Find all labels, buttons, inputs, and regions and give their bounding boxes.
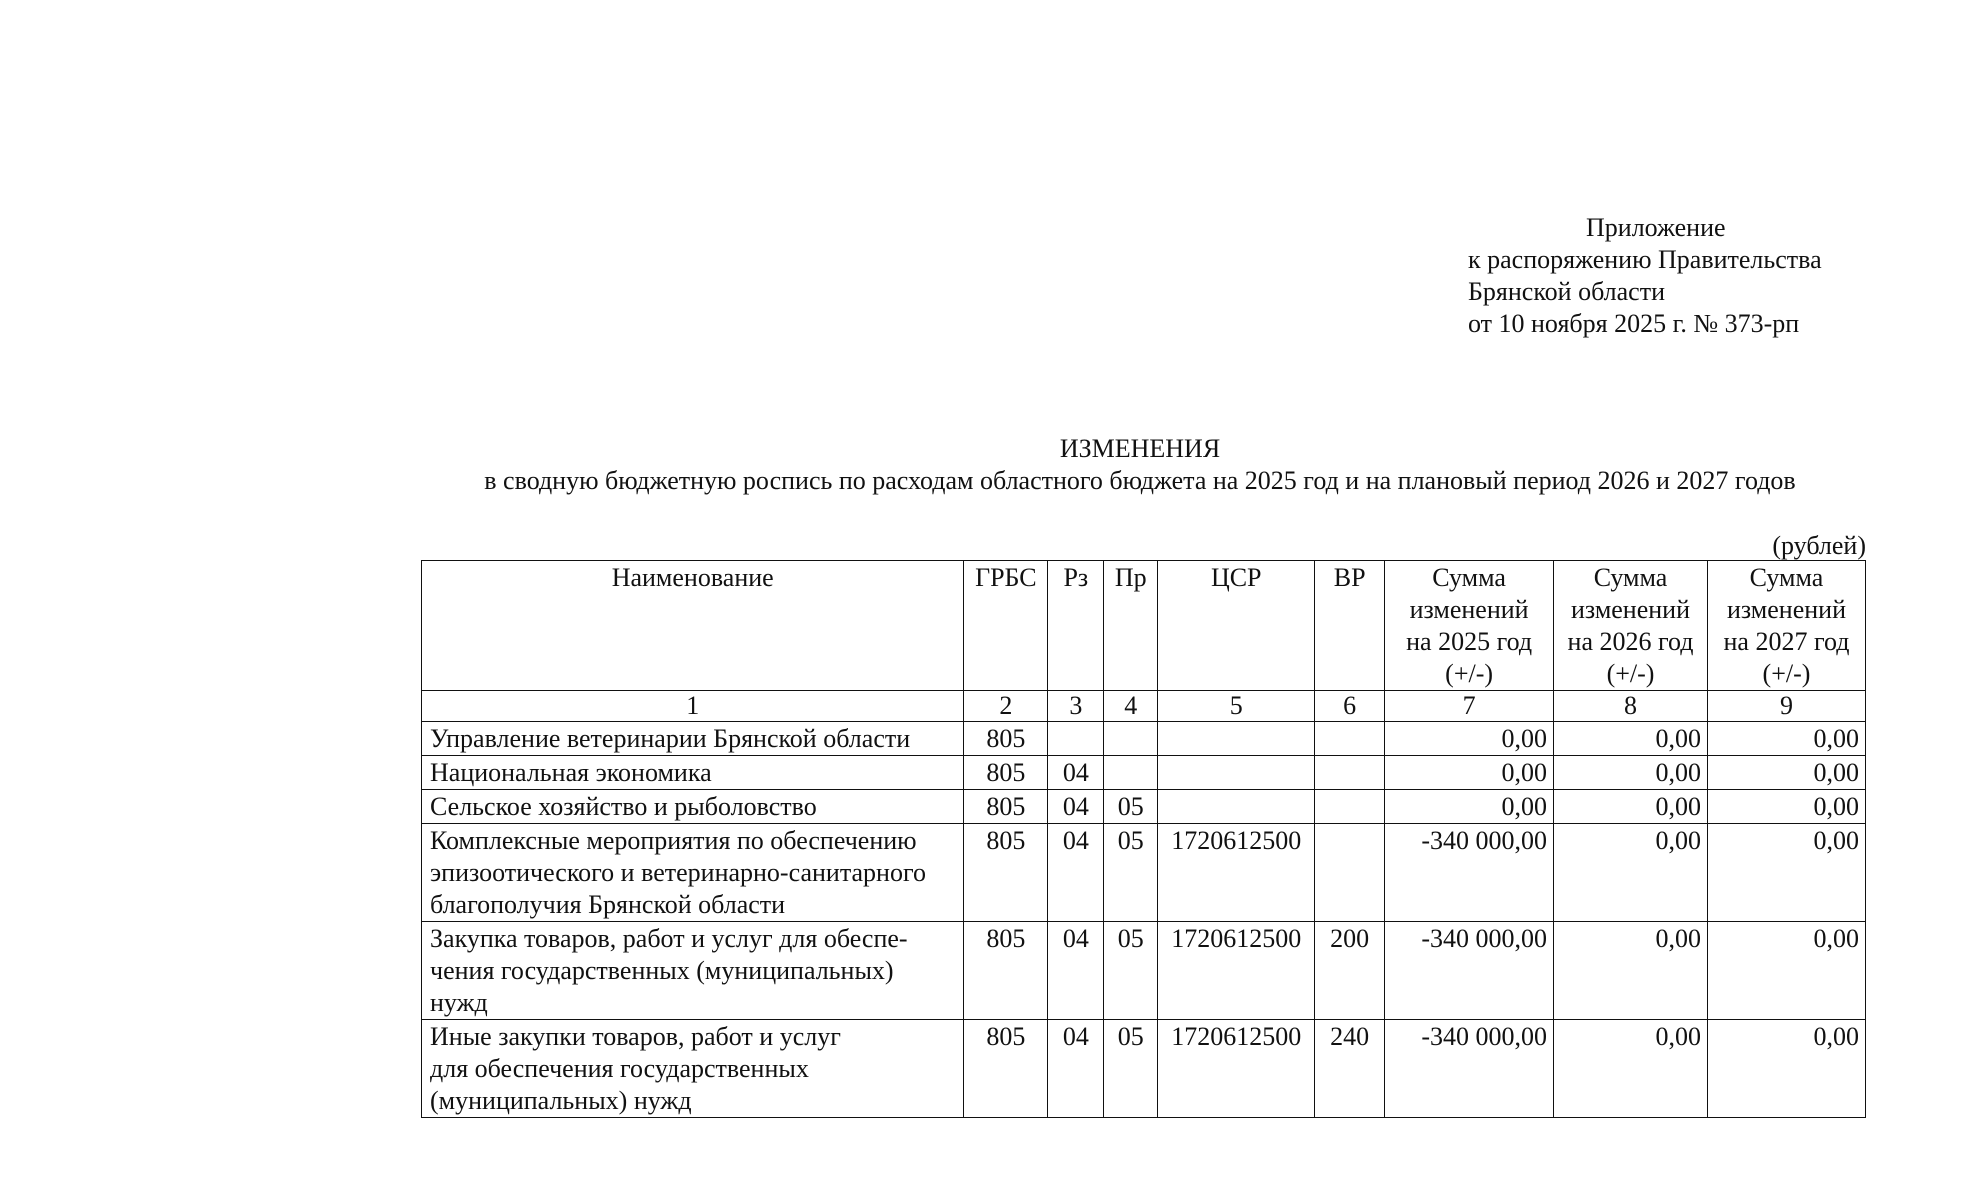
cell-vr: 200 — [1315, 922, 1385, 1020]
header-sum-2026 — [1554, 561, 1708, 691]
column-number: 7 — [1385, 691, 1554, 722]
cell-sum-2027: 0,00 — [1707, 722, 1865, 756]
column-number: 6 — [1315, 691, 1385, 722]
column-number: 3 — [1048, 691, 1104, 722]
cell-name-line: Управление ветеринарии Брянской области — [430, 724, 911, 753]
cell-sum-2027: 0,00 — [1707, 922, 1865, 1020]
column-number: 5 — [1158, 691, 1315, 722]
header-pr: Пр — [1104, 561, 1158, 691]
header-sum-2026-line: изменений — [1571, 595, 1691, 624]
cell-csr: 1720612500 — [1158, 922, 1315, 1020]
header-sum-2025-line: изменений — [1409, 595, 1529, 624]
cell-vr — [1315, 824, 1385, 922]
cell-vr: 240 — [1315, 1020, 1385, 1118]
column-number: 8 — [1554, 691, 1708, 722]
table-row — [422, 1020, 1866, 1118]
cell-sum-2026: 0,00 — [1554, 790, 1708, 824]
cell-name-line: эпизоотического и ветеринарно-санитарного — [430, 858, 926, 887]
table-row — [422, 922, 1866, 1020]
cell-csr: 1720612500 — [1158, 1020, 1315, 1118]
header-grbs: ГРБС — [964, 561, 1048, 691]
cell-name — [422, 756, 964, 790]
cell-grbs: 805 — [964, 1020, 1048, 1118]
table-row — [422, 756, 1866, 790]
appendix-header — [1468, 212, 1822, 340]
header-sum-2025-line: Сумма — [1432, 563, 1506, 592]
appendix-line-4: от 10 ноября 2025 г. № 373-рп — [1468, 309, 1800, 338]
header-vr: ВР — [1315, 561, 1385, 691]
cell-csr — [1158, 790, 1315, 824]
cell-csr — [1158, 722, 1315, 756]
header-sum-2027-line: на 2027 год — [1723, 627, 1850, 656]
units-label: (рублей) — [1772, 531, 1866, 560]
cell-grbs: 805 — [964, 756, 1048, 790]
header-sum-2027-line: изменений — [1726, 595, 1846, 624]
cell-rz — [1048, 722, 1104, 756]
cell-name-line: (муниципальных) нужд — [430, 1086, 692, 1115]
cell-grbs: 805 — [964, 922, 1048, 1020]
document-title: ИЗМЕНЕНИЯ — [1059, 434, 1221, 463]
cell-name-line: чения государственных (муниципальных) — [430, 956, 894, 985]
cell-name-line: Национальная экономика — [430, 758, 712, 787]
cell-pr — [1104, 756, 1158, 790]
header-sum-2027-line: (+/-) — [1762, 659, 1811, 688]
cell-name-line: нужд — [430, 988, 488, 1017]
cell-rz: 04 — [1048, 756, 1104, 790]
header-csr: ЦСР — [1158, 561, 1315, 691]
cell-pr: 05 — [1104, 824, 1158, 922]
table-header-row — [422, 561, 1866, 691]
cell-sum-2026: 0,00 — [1554, 756, 1708, 790]
cell-rz: 04 — [1048, 922, 1104, 1020]
header-sum-2026-line: Сумма — [1593, 563, 1668, 592]
cell-pr: 05 — [1104, 790, 1158, 824]
header-sum-2025-line: (+/-) — [1445, 659, 1494, 688]
cell-rz: 04 — [1048, 790, 1104, 824]
cell-name-line: Комплексные мероприятия по обеспечению — [430, 826, 917, 855]
cell-vr — [1315, 790, 1385, 824]
cell-grbs: 805 — [964, 790, 1048, 824]
cell-name — [422, 922, 964, 1020]
column-number: 2 — [964, 691, 1048, 722]
header-sum-2026-line: на 2026 год — [1567, 627, 1694, 656]
cell-name-line: Закупка товаров, работ и услуг для обеспе- — [430, 924, 908, 953]
cell-csr: 1720612500 — [1158, 824, 1315, 922]
appendix-line-2: к распоряжению Правительства — [1468, 245, 1822, 274]
budget-changes-table — [421, 560, 1866, 1118]
column-number: 4 — [1104, 691, 1158, 722]
cell-vr — [1315, 722, 1385, 756]
header-sum-2025 — [1385, 561, 1554, 691]
cell-vr — [1315, 756, 1385, 790]
cell-pr: 05 — [1104, 922, 1158, 1020]
document-subtitle: в сводную бюджетную роспись по расходам областного бюджета на 2025 год и на плановый период 2026 и 2027 годов — [484, 466, 1796, 495]
cell-grbs: 805 — [964, 824, 1048, 922]
column-number-row — [422, 691, 1866, 722]
cell-pr — [1104, 722, 1158, 756]
header-rz: Рз — [1048, 561, 1104, 691]
cell-name — [422, 1020, 964, 1118]
cell-grbs: 805 — [964, 722, 1048, 756]
cell-pr: 05 — [1104, 1020, 1158, 1118]
cell-sum-2027: 0,00 — [1707, 756, 1865, 790]
table-row — [422, 790, 1866, 824]
cell-sum-2025: -340 000,00 — [1385, 922, 1554, 1020]
cell-sum-2025: -340 000,00 — [1385, 1020, 1554, 1118]
cell-rz: 04 — [1048, 1020, 1104, 1118]
appendix-line-3: Брянской области — [1468, 277, 1665, 306]
cell-sum-2027: 0,00 — [1707, 790, 1865, 824]
column-number: 9 — [1707, 691, 1865, 722]
cell-sum-2025: 0,00 — [1385, 722, 1554, 756]
table-row — [422, 722, 1866, 756]
cell-sum-2025: 0,00 — [1385, 790, 1554, 824]
cell-name-line: Иные закупки товаров, работ и услуг — [430, 1022, 841, 1051]
cell-sum-2027: 0,00 — [1707, 1020, 1865, 1118]
header-name: Наименование — [422, 561, 964, 691]
cell-name-line: благополучия Брянской области — [430, 890, 786, 919]
cell-sum-2026: 0,00 — [1554, 722, 1708, 756]
appendix-line-1: Приложение — [1586, 213, 1726, 242]
cell-rz: 04 — [1048, 824, 1104, 922]
cell-sum-2026: 0,00 — [1554, 1020, 1708, 1118]
header-sum-2027-line: Сумма — [1749, 563, 1824, 592]
cell-name — [422, 722, 964, 756]
header-sum-2026-line: (+/-) — [1606, 659, 1655, 688]
column-number: 1 — [422, 691, 964, 722]
table-row — [422, 824, 1866, 922]
cell-name — [422, 824, 964, 922]
cell-sum-2026: 0,00 — [1554, 922, 1708, 1020]
cell-name — [422, 790, 964, 824]
cell-csr — [1158, 756, 1315, 790]
cell-sum-2025: 0,00 — [1385, 756, 1554, 790]
header-sum-2027 — [1707, 561, 1865, 691]
cell-name-line: Сельское хозяйство и рыболовство — [430, 792, 817, 821]
cell-sum-2025: -340 000,00 — [1385, 824, 1554, 922]
cell-sum-2026: 0,00 — [1554, 824, 1708, 922]
header-sum-2025-line: на 2025 год — [1406, 627, 1533, 656]
cell-name-line: для обеспечения государственных — [430, 1054, 809, 1083]
cell-sum-2027: 0,00 — [1707, 824, 1865, 922]
